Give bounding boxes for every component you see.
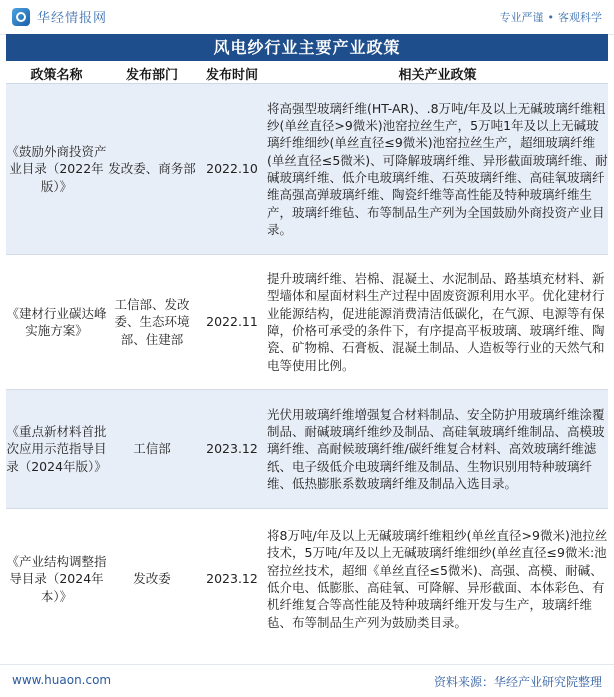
publishing-department: 工信部、发改委、生态环境部、住建部: [107, 255, 197, 390]
publish-date: 2023.12: [197, 390, 267, 509]
slogan-right: 客观科学: [558, 11, 602, 24]
policy-name: 《鼓励外商投资产业目录（2022年版）》: [6, 84, 107, 255]
brand-name: 华经情报网: [37, 11, 108, 26]
publishing-department: 发改委: [107, 509, 197, 650]
table-row: [6, 390, 608, 509]
slogan: [500, 9, 603, 25]
publish-date: 2022.10: [197, 84, 267, 255]
policy-content: 将8万吨/年及以上无碱玻璃纤维粗纱(单丝直径>9微米)池拉丝技术，5万吨/年及以上无碱玻璃纤维细纱(单丝直径≤9微米:池窑拉丝技术，超细《单丝直径≤5微米)、高强、高模、耐碱、低介电、低膨胀、高硅氧、可降解、异形截面、本体彩色、有机纤维复合等高性能及特种玻璃纤维开发与生产，玻璃纤维毡、布等制品生产列为鼓励类目录。: [267, 509, 608, 650]
top-bar: [0, 0, 614, 35]
table-title: 风电纱行业主要产业政策: [6, 34, 608, 61]
policy-name: 《产业结构调整指导目录（2024年本）》: [6, 509, 107, 650]
table-row: [6, 84, 608, 255]
publishing-department: 工信部: [107, 390, 197, 509]
slogan-left: 专业严谨: [499, 11, 544, 24]
policy-content: 提升玻璃纤维、岩棉、混凝土、水泥制品、路基填充材料、新型墙体和屋面材料生产过程中固废资源利用水平。优化建材行业能源结构，促进能源消费清洁低碳化，在气源、电源等有保障，价格可承受的条件下，有序提高平板玻璃、玻璃纤维、陶瓷、矿物棉、石膏板、混凝土制品、人造板等行业的天然气和电等使用比例。: [267, 255, 608, 390]
footer: [0, 664, 614, 697]
column-header-date: 发布时间: [197, 63, 267, 84]
source-note: 资料来源：华经产业研究院整理: [433, 675, 602, 689]
policy-content: 光伏用玻璃纤维增强复合材料制品、安全防护用玻璃纤维涂覆制品、耐碱玻璃纤维纱及制品、高硅氧玻璃纤维制品、高模玻璃纤维、高耐候玻璃纤维/碳纤维复合材料、高效玻璃纤维滤纸、电子级低介电玻璃纤维及制品、生物识别用特种玻璃纤维、低热膨胀系数玻璃纤维及制品入选目录。: [267, 390, 608, 509]
column-header-related-policy: 相关产业政策: [267, 63, 608, 84]
table-row: [6, 255, 608, 390]
table-header-row: [6, 63, 608, 84]
publish-date: 2023.12: [197, 509, 267, 650]
policy-content: 将高强型玻璃纤维(HT-AR)、.8万吨/年及以上无碱玻璃纤维粗纱(单丝直径>9微米)池窑拉丝生产，5万吨1年及以上无碱玻璃纤维细纱(单丝直径≤9微米)池窑拉丝生产，超细玻璃纤维(单丝直径≤5微米)、可降解玻璃纤维、异形截面玻璃纤维、耐碱玻璃纤维、低介电玻璃纤维、石英玻璃纤维、高硅氧玻璃纤维高强高弹玻璃纤维、陶瓷纤维等高性能及特种玻璃纤维生产，玻璃纤维毡、布等制品生产列为全国鼓励外商投资产业目录。: [267, 84, 608, 255]
publish-date: 2022.11: [197, 255, 267, 390]
slogan-separator: •: [547, 11, 554, 24]
brand[interactable]: [12, 7, 107, 26]
column-header-policy-name: 政策名称: [6, 63, 107, 84]
column-header-department: 发布部门: [107, 63, 197, 84]
table-row: [6, 509, 608, 650]
site-link[interactable]: www.huaon.com: [12, 673, 112, 687]
brand-logo-icon: [12, 8, 30, 26]
policy-name: 《建材行业碳达峰实施方案》: [6, 255, 107, 390]
publishing-department: 发改委、商务部: [107, 84, 197, 255]
policy-name: 《重点新材料首批次应用示范指导目录（2024年版）》: [6, 390, 107, 509]
policy-table: [6, 63, 608, 649]
